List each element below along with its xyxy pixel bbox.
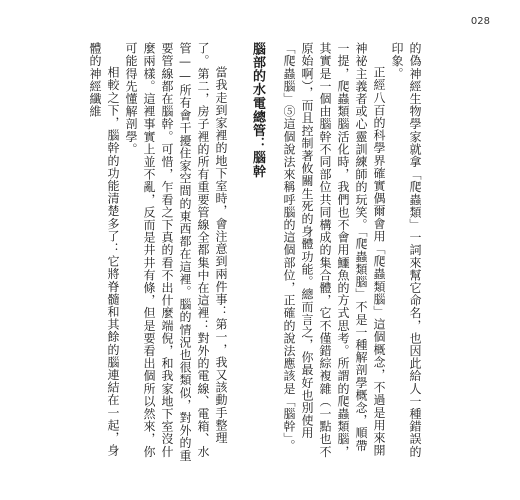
- section-heading: 腦部的水電總管：腦幹: [250, 42, 265, 178]
- paragraph-reptile-brain: 正經八百的科學界確實偶爾會用「爬蟲類腦」這個概念，不過是用來開神祕主義者或心靈訓練師的玩笑。「爬蟲類腦」不是一種解剖學概念，順帶一提，爬蟲類腦活化時，我們也不會用鱷魚的方式思考。所謂的爬蟲類腦，其實是一個由腦幹不同部位共同構成的集合體，它不僅錯綜複雜（一點也不原始啊），而且控制著攸關生死的身體功能。總而言之，你最好也別使用「爬蟲腦」⑤這個說法來稱呼腦的這個部位，正確的說法應該是「腦幹」。: [282, 42, 386, 458]
- vertical-text-body: [88, 42, 424, 462]
- page-number: 028: [470, 16, 490, 27]
- paragraph-brainstem-function: 相較之下，腦幹的功能清楚多了：它將脊髓和其餘的腦連結在一起，身體的神經纖維: [88, 42, 120, 457]
- paragraph-basement: 當我走到家裡的地下室時，會注意到兩件事：第一，我又該動手整理了。第二，房子裡的所有重要管線全都集中在這裡：對外的電線、電箱、水管——所有會干擾住家空間的東西都在這裡。腦的情況也很類似，對外的重要管線都在腦幹。可惜，乍看之下真的看不出什麼端倪，和我家地下室沒什麼兩樣。這裡事實上並不亂，反而是井井有條，但是要看出個所以然來，你可能得先懂解剖學。: [124, 42, 228, 462]
- paragraph-continued: 的偽神經生物學家就拿「爬蟲類」一詞來幫它命名，也因此給人一種錯誤的印象。: [390, 42, 422, 458]
